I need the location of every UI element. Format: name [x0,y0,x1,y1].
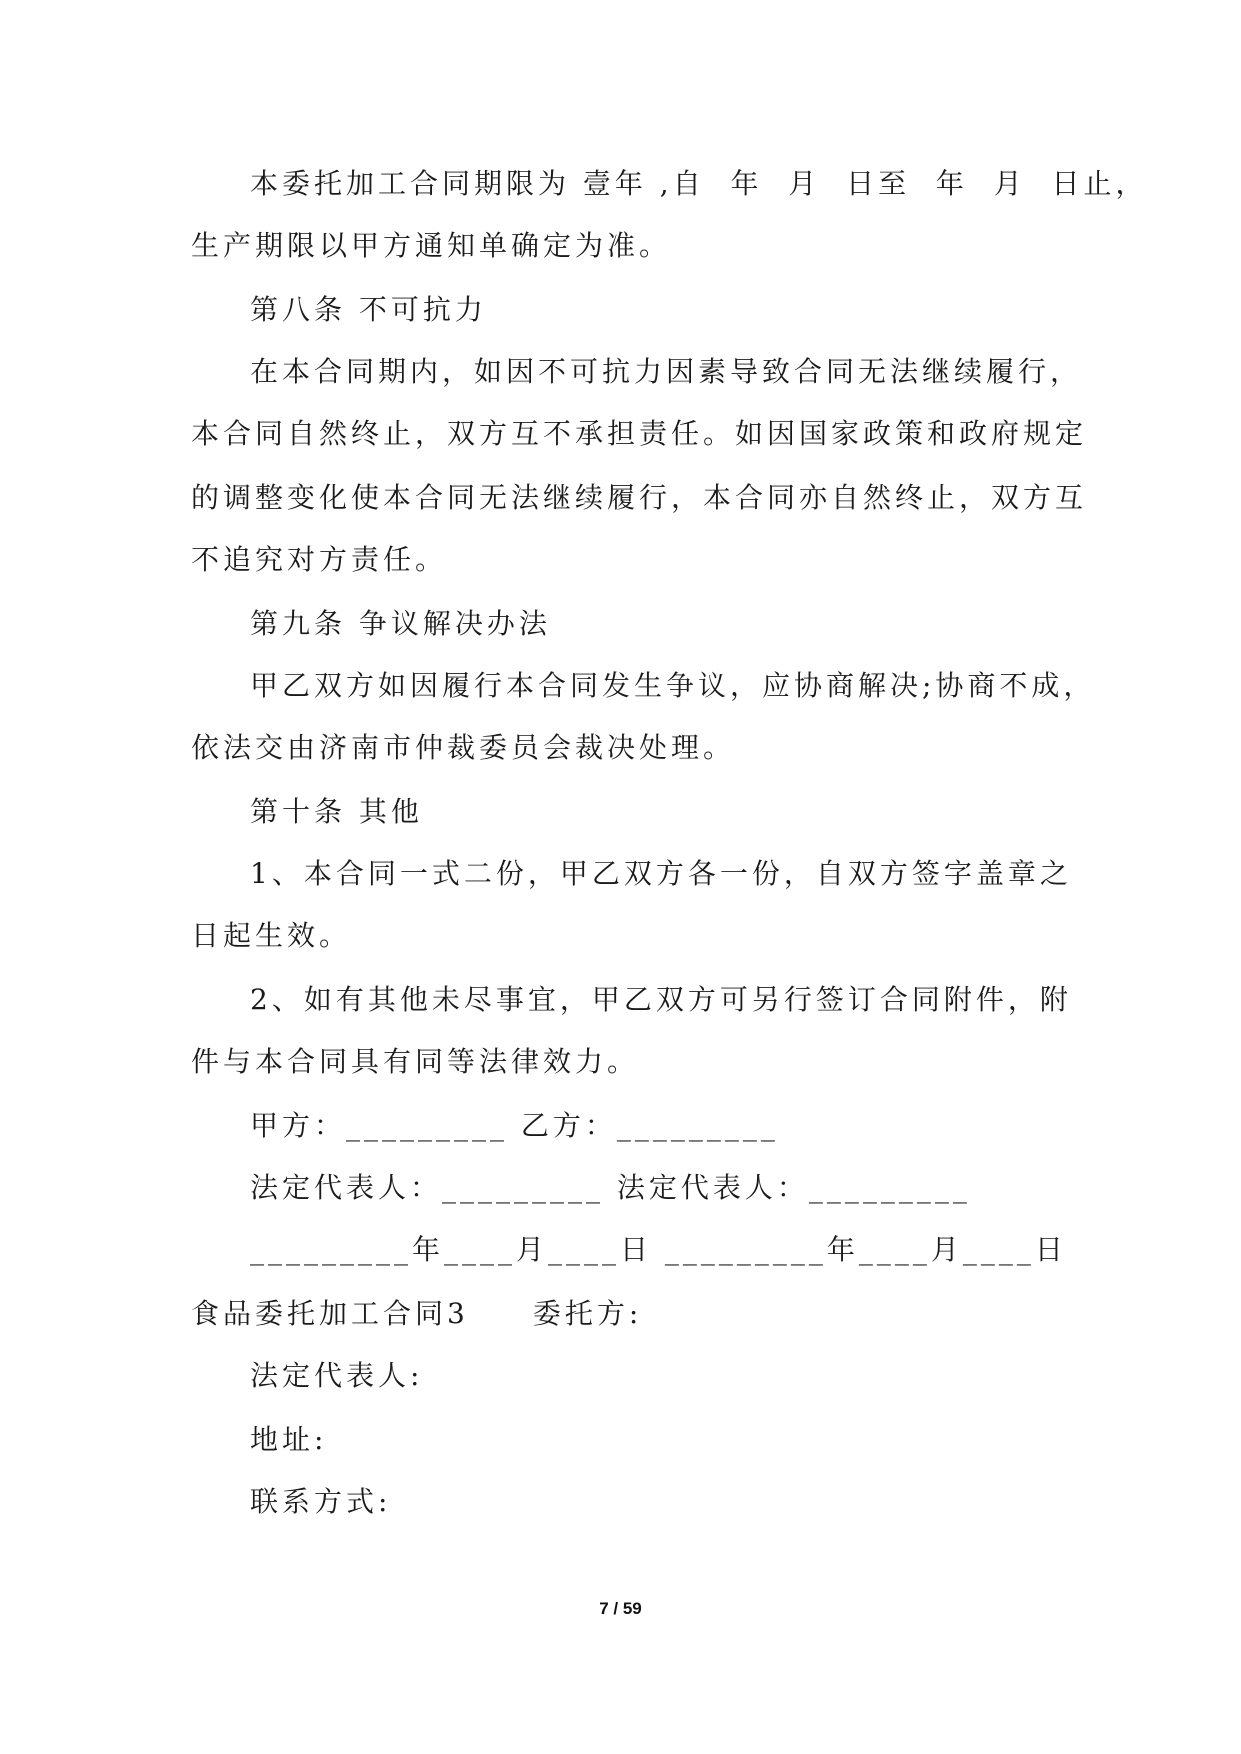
clause-ten-heading: 第十条 其他 [250,795,423,828]
clause-eight-text-line-1: 在本合同期内，如因不可抗力因素导致合同无法继续履行， [250,355,1083,388]
address-line: 地址: [250,1423,328,1456]
legal-representative-line: 法定代表人: [250,1359,424,1392]
contact-line: 联系方式: [250,1485,392,1518]
clause-nine-text-line-2: 依法交由济南市仲裁委员会裁决处理。 [191,731,736,764]
page-number: 7 / 59 [599,1599,642,1618]
clause-eight-text-line-3: 的调整变化使本合同无法继续履行，本合同亦自然终止，双方互 [191,481,1088,514]
clause-ten-item-1-line-1: 1、本合同一式二份，甲乙双方各一份，自双方签字盖章之 [250,857,1072,890]
clause-eight-text-line-4: 不追究对方责任。 [191,543,448,576]
signature-representatives-line: 法定代表人：_________ 法定代表人：_________ [250,1171,971,1204]
clause-ten-item-2-line-1: 2、如有其他未尽事宜，甲乙双方可另行签订合同附件，附 [250,983,1072,1016]
clause-eight-text-line-2: 本合同自然终止，双方互不承担责任。如因国家政策和政府规定 [191,417,1088,450]
clause-seven-term-line-1: 本委托加工合同期限为 壹年 ,自 年 月 日至 年 月 日止， [250,167,1148,200]
clause-ten-item-1-line-2: 日起生效。 [191,919,352,952]
signature-parties-line: 甲方：_________ 乙方：_________ [250,1109,779,1142]
clause-nine-heading: 第九条 争议解决办法 [250,607,551,640]
signature-dates-line: _________年____月____日 _________年____月____日 [250,1233,1067,1266]
clause-seven-term-line-2: 生产期限以甲方通知单确定为准。 [191,229,672,262]
next-contract-title-line: 食品委托加工合同3 委托方: [191,1297,643,1330]
clause-eight-heading: 第八条 不可抗力 [250,293,487,326]
clause-ten-item-2-line-2: 件与本合同具有同等法律效力。 [191,1045,640,1078]
clause-nine-text-line-1: 甲乙双方如因履行本合同发生争议，应协商解决;协商不成， [250,669,1096,702]
